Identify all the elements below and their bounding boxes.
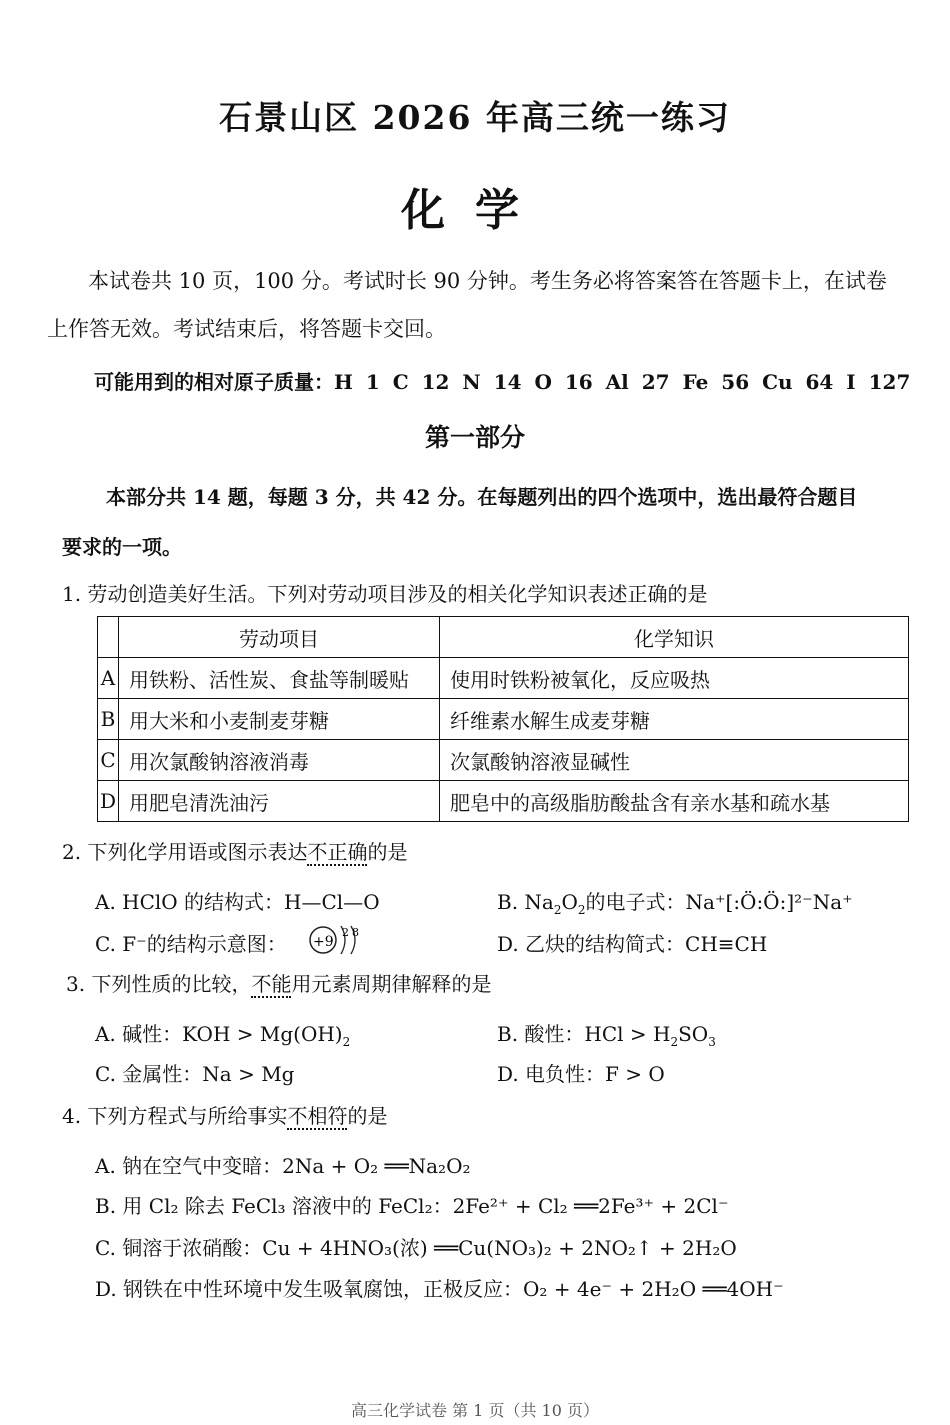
q4-option-d: D. 钢铁在中性环境中发生吸氧腐蚀，正极反应：O₂ + 4e⁻ + 2H₂O ══4OH⁻: [95, 1277, 784, 1301]
option-text: C. F⁻的结构示意图：: [95, 932, 287, 956]
table-row: [98, 699, 909, 740]
table-cell: 用铁粉、活性炭、食盐等制暖贴: [119, 658, 440, 699]
stem-text: 3. 下列性质的比较，: [66, 972, 252, 996]
option-text: O: [561, 890, 578, 914]
q2-option-c: [95, 928, 287, 957]
stem-text: 的是: [367, 840, 408, 864]
q2-option-b: B. $Na_2O_2$的电子式：Na⁺[:Ö:Ö:]²⁻Na⁺: [497, 890, 853, 917]
question-1-stem: 1. 劳动创造美好生活。下列对劳动项目涉及的相关化学知识表述正确的是: [62, 582, 708, 606]
option-text: A. 碱性：KOH > Mg(OH): [95, 1022, 343, 1046]
emphasis-text: 不相符: [287, 1104, 348, 1128]
q4-option-c: C. 铜溶于浓硝酸：Cu + 4HNO₃(浓) ══Cu(NO₃)₂ + 2NO₂↑ + 2H₂O: [95, 1236, 737, 1260]
q3-option-b: B. 酸性：HCl > $H_2SO_3$: [497, 1022, 716, 1049]
question-3-stem: [66, 968, 491, 997]
fluoride-ion-structure-diagram: [305, 918, 367, 962]
table-cell: 肥皂中的高级脂肪酸盐含有亲水基和疏水基: [440, 781, 909, 822]
table-cell: 用肥皂清洗油污: [119, 781, 440, 822]
row-label: C: [98, 740, 119, 781]
page-footer: 高三化学试卷 第 1 页（共 10 页）: [351, 1401, 599, 1420]
question-2-stem: [62, 836, 407, 865]
emphasis-text: 不能: [251, 972, 292, 996]
table-row: [98, 658, 909, 699]
exam-title: 石景山区 2026 年高三统一练习: [219, 98, 731, 137]
emphasis-text: 不正确: [307, 840, 368, 864]
question-1-table: [97, 616, 909, 822]
q3-option-d: D. 电负性：F > O: [497, 1062, 665, 1086]
table-cell: 次氯酸钠溶液显碱性: [440, 740, 909, 781]
q3-option-c: C. 金属性：Na > Mg: [95, 1062, 295, 1086]
table-header-cell: 劳动项目: [119, 617, 440, 658]
option-text: B. 酸性：HCl > H: [497, 1022, 671, 1046]
stem-text: 的是: [347, 1104, 388, 1128]
row-label: D: [98, 781, 119, 822]
shell-electrons-1: 2: [342, 926, 349, 939]
table-row: [98, 781, 909, 822]
option-text: SO: [678, 1022, 709, 1046]
q2-option-d: D. 乙炔的结构简式：CH≡CH: [497, 932, 768, 956]
part-note-line-2: 要求的一项。: [62, 535, 182, 559]
stem-text: 4. 下列方程式与所给事实: [62, 1104, 288, 1128]
question-4-stem: [62, 1100, 387, 1129]
shell-electrons-2: 8: [352, 926, 359, 939]
table-header-cell: 化学知识: [440, 617, 909, 658]
table-cell: 纤维素水解生成麦芽糖: [440, 699, 909, 740]
table-header-row: [98, 617, 909, 658]
row-label: A: [98, 658, 119, 699]
table-header-cell: [98, 617, 119, 658]
subject-title: 化学: [401, 185, 549, 236]
intro-line-2: 上作答无效。考试结束后，将答题卡交回。: [47, 317, 446, 341]
intro-line-1: 本试卷共 10 页，100 分。考试时长 90 分钟。考生务必将答案答在答题卡上，在试卷: [88, 269, 887, 293]
part-note-line-1: 本部分共 14 题，每题 3 分，共 42 分。在每题列出的四个选项中，选出最符合题目: [106, 485, 858, 509]
q4-option-b: B. 用 Cl₂ 除去 FeCl₃ 溶液中的 FeCl₂：2Fe²⁺ + Cl₂ ══2Fe³⁺ + 2Cl⁻: [95, 1194, 729, 1218]
part-title: 第一部分: [424, 423, 525, 452]
atomic-masses: 可能用到的相对原子质量：H 1 C 12 N 14 O 16 Al 27 Fe 56 Cu 64 I 127: [94, 370, 911, 394]
q2-option-a: A. HClO 的结构式：H—Cl—O: [95, 890, 380, 914]
nucleus-charge: +9: [313, 934, 334, 950]
option-text: B. Na: [497, 890, 554, 914]
table-cell: 用大米和小麦制麦芽糖: [119, 699, 440, 740]
option-text: 的电子式：Na⁺[:Ö:Ö:]²⁻Na⁺: [585, 890, 853, 914]
table-cell: 用次氯酸钠溶液消毒: [119, 740, 440, 781]
q4-option-a: A. 钠在空气中变暗：2Na + O₂ ══Na₂O₂: [95, 1154, 471, 1178]
table-cell: 使用时铁粉被氧化，反应吸热: [440, 658, 909, 699]
table-row: [98, 740, 909, 781]
row-label: B: [98, 699, 119, 740]
stem-text: 2. 下列化学用语或图示表达: [62, 840, 308, 864]
stem-text: 用元素周期律解释的是: [291, 972, 492, 996]
q3-option-a: A. 碱性：KOH > $Mg(OH)_2$: [95, 1022, 351, 1049]
